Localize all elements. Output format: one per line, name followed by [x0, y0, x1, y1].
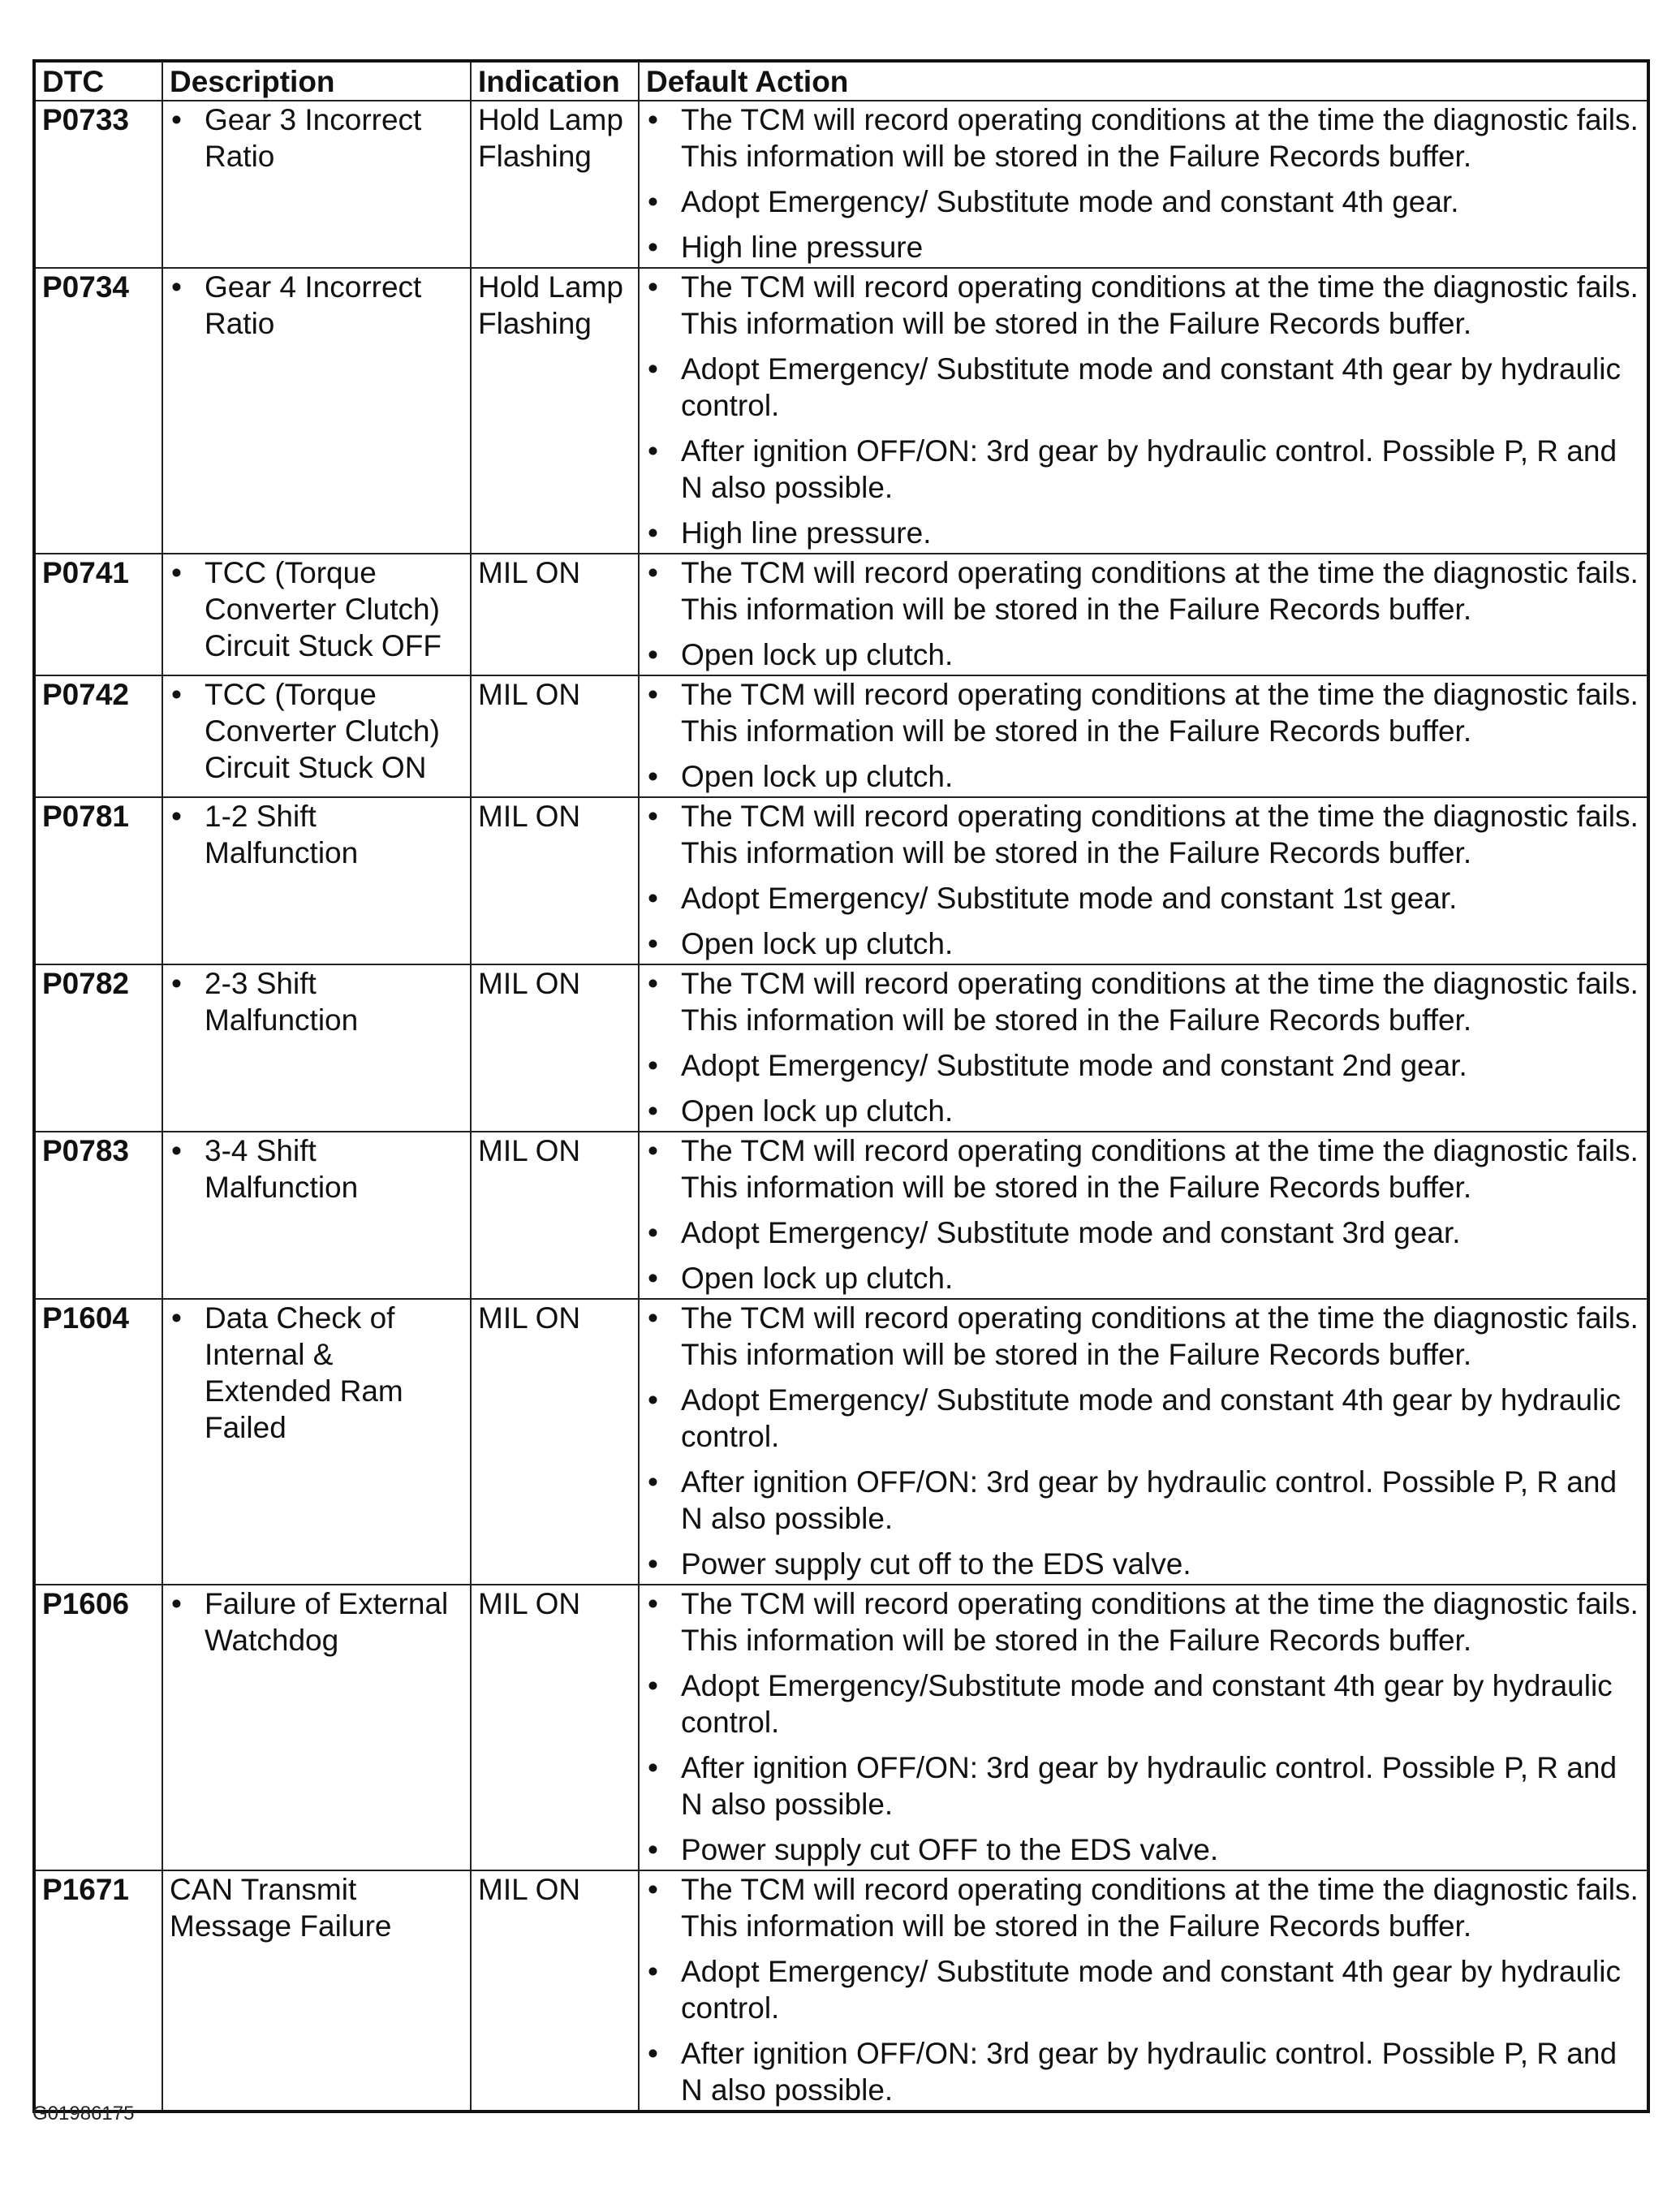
dtc-code: P1671: [34, 1870, 162, 2112]
action-item: • Adopt Emergency/Substitute mode and constant 4th gear by hydraulic control.: [646, 1667, 1642, 1741]
dtc-code: P0742: [34, 675, 162, 797]
default-action-cell: [639, 554, 1648, 675]
default-action-cell: [639, 797, 1648, 964]
action-item: • Open lock up clutch.: [646, 758, 1642, 795]
table-row: [34, 1870, 1648, 2112]
default-action-cell: [639, 675, 1648, 797]
dtc-code: P0781: [34, 797, 162, 964]
description-cell: [162, 1585, 471, 1870]
description-item: • 1-2 Shift Malfunction: [170, 798, 465, 871]
default-action-cell: [639, 964, 1648, 1132]
action-item: • After ignition OFF/ON: 3rd gear by hydraulic control. Possible P, R and N also possible.: [646, 1464, 1642, 1537]
description-item: • Gear 4 Incorrect Ratio: [170, 269, 465, 342]
action-item: • After ignition OFF/ON: 3rd gear by hydraulic control. Possible P, R and N also possible.: [646, 2035, 1642, 2108]
action-item: • The TCM will record operating conditions at the time the diagnostic fails. This information will be stored in the Failure Records buffer.: [646, 101, 1642, 175]
default-action-cell: [639, 1870, 1648, 2112]
action-item: • Adopt Emergency/ Substitute mode and constant 4th gear by hydraulic control.: [646, 1382, 1642, 1455]
indication-cell: MIL ON: [471, 1299, 639, 1585]
action-item: • Adopt Emergency/ Substitute mode and constant 4th gear.: [646, 183, 1642, 220]
action-item: • The TCM will record operating conditions at the time the diagnostic fails. This information will be stored in the Failure Records buffer.: [646, 676, 1642, 749]
description-item: • TCC (Torque Converter Clutch) Circuit Stuck OFF: [170, 554, 465, 664]
action-item: • Adopt Emergency/ Substitute mode and constant 4th gear by hydraulic control.: [646, 1953, 1642, 2026]
description-cell: [162, 797, 471, 964]
action-item: • Adopt Emergency/ Substitute mode and constant 1st gear.: [646, 880, 1642, 917]
action-item: • Open lock up clutch.: [646, 1093, 1642, 1129]
description-cell: [162, 675, 471, 797]
dtc-code: P0741: [34, 554, 162, 675]
action-item: • The TCM will record operating conditions at the time the diagnostic fails. This information will be stored in the Failure Records buffer.: [646, 1300, 1642, 1373]
description-text: CAN Transmit Message Failure: [170, 1873, 392, 1943]
table-row: [34, 1299, 1648, 1585]
action-item: • The TCM will record operating conditions at the time the diagnostic fails. This information will be stored in the Failure Records buffer.: [646, 798, 1642, 871]
indication-cell: MIL ON: [471, 675, 639, 797]
action-item: • The TCM will record operating conditions at the time the diagnostic fails. This information will be stored in the Failure Records buffer.: [646, 965, 1642, 1038]
default-action-cell: [639, 1132, 1648, 1299]
dtc-code: P0734: [34, 268, 162, 554]
description-cell: [162, 1132, 471, 1299]
description-item: • Data Check of Internal & Extended Ram Failed: [170, 1300, 465, 1446]
action-item: • Power supply cut OFF to the EDS valve.: [646, 1831, 1642, 1868]
dtc-code: P0783: [34, 1132, 162, 1299]
table-row: [34, 554, 1648, 675]
table-body: [34, 101, 1648, 2112]
indication-cell: MIL ON: [471, 1870, 639, 2112]
table-header: [34, 61, 1648, 101]
description-item: • 2-3 Shift Malfunction: [170, 965, 465, 1038]
action-item: • Open lock up clutch.: [646, 925, 1642, 962]
description-item: • 3-4 Shift Malfunction: [170, 1132, 465, 1206]
action-item: • High line pressure.: [646, 515, 1642, 551]
header-row: [34, 61, 1648, 101]
default-action-cell: [639, 1585, 1648, 1870]
description-item: • Gear 3 Incorrect Ratio: [170, 101, 465, 175]
dtc-code: P1604: [34, 1299, 162, 1585]
action-item: • Open lock up clutch.: [646, 1260, 1642, 1296]
description-cell: [162, 268, 471, 554]
table-row: [34, 675, 1648, 797]
dtc-code: P0782: [34, 964, 162, 1132]
action-item: • After ignition OFF/ON: 3rd gear by hydraulic control. Possible P, R and N also possible.: [646, 1749, 1642, 1822]
action-item: • The TCM will record operating conditions at the time the diagnostic fails. This information will be stored in the Failure Records buffer.: [646, 1871, 1642, 1944]
description-cell: [162, 1299, 471, 1585]
description-item: • TCC (Torque Converter Clutch) Circuit Stuck ON: [170, 676, 465, 786]
action-item: • The TCM will record operating conditions at the time the diagnostic fails. This information will be stored in the Failure Records buffer.: [646, 554, 1642, 628]
default-action-cell: [639, 268, 1648, 554]
action-item: • High line pressure: [646, 229, 1642, 265]
table-row: [34, 797, 1648, 964]
indication-cell: MIL ON: [471, 1585, 639, 1870]
header-default-action: Default Action: [639, 61, 1648, 101]
action-item: • After ignition OFF/ON: 3rd gear by hydraulic control. Possible P, R and N also possible.: [646, 433, 1642, 506]
dtc-code: P1606: [34, 1585, 162, 1870]
header-dtc: DTC: [34, 61, 162, 101]
table-row: [34, 101, 1648, 268]
table-row: [34, 964, 1648, 1132]
action-item: • The TCM will record operating conditions at the time the diagnostic fails. This information will be stored in the Failure Records buffer.: [646, 1132, 1642, 1206]
description-item: • Failure of External Watchdog: [170, 1585, 465, 1659]
action-item: • The TCM will record operating conditions at the time the diagnostic fails. This information will be stored in the Failure Records buffer.: [646, 1585, 1642, 1659]
default-action-cell: [639, 1299, 1648, 1585]
action-item: • Open lock up clutch.: [646, 636, 1642, 673]
table-row: [34, 1132, 1648, 1299]
description-cell: [162, 964, 471, 1132]
indication-cell: MIL ON: [471, 797, 639, 964]
action-item: • Adopt Emergency/ Substitute mode and constant 2nd gear.: [646, 1047, 1642, 1084]
figure-id: G01986175: [32, 2103, 135, 2124]
description-cell: [162, 101, 471, 268]
header-indication: Indication: [471, 61, 639, 101]
indication-cell: Hold Lamp Flashing: [471, 101, 639, 268]
action-item: • Adopt Emergency/ Substitute mode and constant 4th gear by hydraulic control.: [646, 351, 1642, 424]
description-cell: [162, 1870, 471, 2112]
indication-cell: MIL ON: [471, 554, 639, 675]
default-action-cell: [639, 101, 1648, 268]
action-item: • Adopt Emergency/ Substitute mode and constant 3rd gear.: [646, 1214, 1642, 1251]
action-item: • The TCM will record operating conditions at the time the diagnostic fails. This information will be stored in the Failure Records buffer.: [646, 269, 1642, 342]
description-cell: [162, 554, 471, 675]
indication-cell: Hold Lamp Flashing: [471, 268, 639, 554]
table-row: [34, 268, 1648, 554]
dtc-code: P0733: [34, 101, 162, 268]
dtc-table: [32, 59, 1650, 2113]
table-row: [34, 1585, 1648, 1870]
header-description: Description: [162, 61, 471, 101]
action-item: • Power supply cut off to the EDS valve.: [646, 1546, 1642, 1582]
indication-cell: MIL ON: [471, 1132, 639, 1299]
indication-cell: MIL ON: [471, 964, 639, 1132]
